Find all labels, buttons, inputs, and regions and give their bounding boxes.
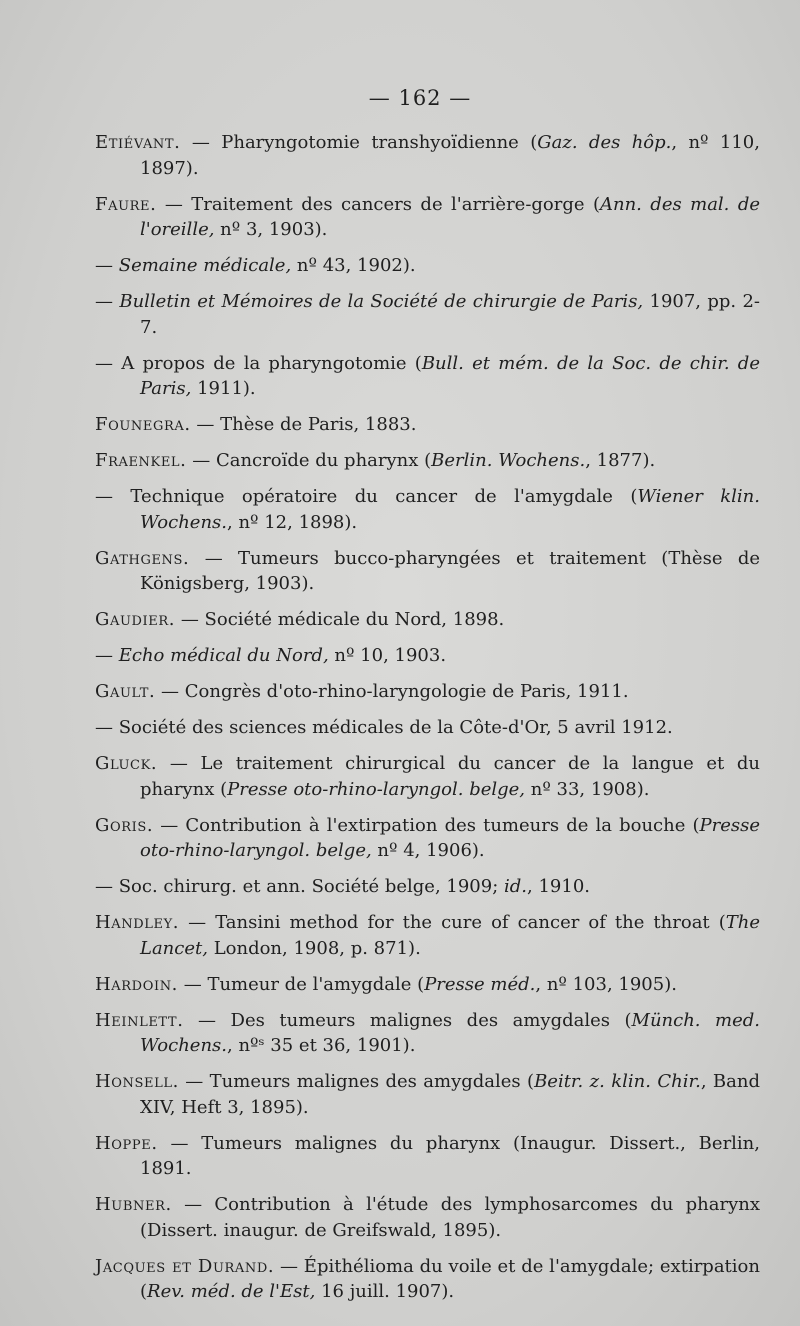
entry-text: — bbox=[95, 645, 119, 666]
entry-author: Gaudier. bbox=[95, 609, 176, 630]
entry-text: — Thèse de Paris, 1883. bbox=[190, 414, 417, 435]
bibliography-entry bbox=[95, 643, 760, 669]
entry-text: 1911). bbox=[191, 378, 256, 399]
bibliography-entry bbox=[95, 289, 760, 340]
entry-source-title: Semaine médicale, bbox=[118, 255, 292, 276]
entry-source-title: Rev. méd. de l'Est, bbox=[147, 1281, 316, 1302]
entry-source-title: Wiener klin. Wochens. bbox=[140, 486, 760, 533]
bibliography-entry bbox=[95, 448, 760, 474]
entry-source-title: Münch. med. Wochens. bbox=[140, 1009, 760, 1056]
entry-author: Hardoin. bbox=[95, 973, 178, 995]
entry-text: , 1877). bbox=[585, 450, 656, 471]
bibliography-entry bbox=[95, 192, 760, 243]
bibliography-entry bbox=[95, 1069, 760, 1120]
bibliography-entry bbox=[95, 1008, 760, 1059]
entry-text: — Traitement des cancers de l'arrière-gorge ( bbox=[156, 193, 600, 215]
bibliography-entry bbox=[95, 972, 760, 998]
entry-source-title: Presse méd. bbox=[424, 973, 536, 995]
bibliography-entry bbox=[95, 751, 760, 802]
bibliography-list bbox=[95, 130, 760, 1315]
entry-text: — Congrès d'oto-rhino-laryngologie de Paris, 1911. bbox=[155, 681, 629, 702]
entry-text: , nºˢ 35 et 36, 1901). bbox=[227, 1035, 416, 1056]
entry-text: — Cancroïde du pharynx ( bbox=[186, 450, 432, 471]
entry-text: — bbox=[95, 255, 119, 276]
bibliography-entry bbox=[95, 874, 760, 900]
entry-author: Founegra. bbox=[95, 414, 191, 435]
entry-source-title: The Lancet, bbox=[140, 912, 760, 959]
entry-text: — Pharyngotomie transhyoïdienne ( bbox=[180, 132, 538, 153]
entry-author: Fraenkel. bbox=[95, 450, 187, 471]
entry-author: Handley. bbox=[95, 912, 180, 933]
entry-author: Gathgens. bbox=[95, 547, 190, 569]
entry-source-title: Bull. et mém. de la Soc. de chir. de Paris, bbox=[140, 352, 760, 399]
entry-text: 16 juill. 1907). bbox=[315, 1281, 455, 1302]
entry-author: Etiévant. bbox=[95, 132, 181, 153]
entry-text: , Band XIV, Heft 3, 1895). bbox=[140, 1071, 760, 1118]
entry-source-title: Gaz. des hôp. bbox=[537, 132, 672, 153]
bibliography-entry bbox=[95, 910, 760, 961]
entry-text: nº 3, 1903). bbox=[214, 219, 328, 240]
entry-text: , nº 110, 1897). bbox=[140, 132, 760, 179]
entry-text: , nº 103, 1905). bbox=[535, 973, 677, 995]
entry-author: Goris. bbox=[95, 814, 154, 836]
entry-source-title: Presse oto-rhino-laryngol. belge, bbox=[227, 778, 526, 800]
bibliography-entry bbox=[95, 351, 760, 402]
entry-text: — A propos de la pharyngotomie ( bbox=[95, 352, 422, 374]
entry-text: — Technique opératoire du cancer de l'amygdale ( bbox=[95, 486, 638, 507]
entry-text: nº 10, 1903. bbox=[328, 645, 447, 666]
bibliography-entry bbox=[95, 412, 760, 438]
entry-author: Honsell. bbox=[95, 1071, 179, 1092]
entry-source-title: Echo médical du Nord, bbox=[118, 645, 329, 666]
entry-text: — Tumeurs malignes du pharynx (Inaugur. Dissert., Berlin, 1891. bbox=[140, 1132, 760, 1179]
entry-source-title: Beitr. z. klin. Chir. bbox=[534, 1071, 701, 1092]
bibliography-entry bbox=[95, 813, 760, 864]
entry-author: Gault. bbox=[95, 681, 156, 702]
entry-text: nº 43, 1902). bbox=[291, 255, 416, 276]
entry-author: Heinlett. bbox=[95, 1009, 184, 1031]
entry-text: 1907, pp. 2-7. bbox=[140, 291, 760, 338]
entry-text: — Des tumeurs malignes des amygdales ( bbox=[183, 1009, 632, 1031]
entry-text: — Contribution à l'étude des lymphosarcomes du pharynx (Dissert. inaugur. de Greifswald, 1895). bbox=[140, 1194, 760, 1241]
entry-text: , nº 12, 1898). bbox=[227, 511, 358, 533]
entry-text: — Contribution à l'extirpation des tumeurs de la bouche ( bbox=[153, 814, 700, 836]
page-number: — 162 — bbox=[368, 86, 472, 110]
entry-author: Hoppe. bbox=[95, 1132, 158, 1154]
entry-text: , 1910. bbox=[527, 876, 590, 897]
entry-text: — Société médicale du Nord, 1898. bbox=[175, 609, 505, 630]
entry-text: nº 4, 1906). bbox=[371, 840, 485, 861]
bibliography-entry bbox=[95, 484, 760, 535]
entry-source-title: Bulletin et Mémoires de la Société de chirurgie de Paris, bbox=[119, 291, 644, 312]
entry-text: — Soc. chirurg. et ann. Société belge, 1909; bbox=[95, 876, 504, 897]
entry-text: — Le traitement chirurgical du cancer de la langue et du pharynx ( bbox=[140, 753, 760, 800]
entry-text: — bbox=[95, 291, 120, 312]
bibliography-entry bbox=[95, 1131, 760, 1182]
entry-text: — Tumeurs malignes des amygdales ( bbox=[178, 1071, 535, 1092]
entry-text: — Société des sciences médicales de la Côte-d'Or, 5 avril 1912. bbox=[95, 717, 673, 738]
bibliography-entry bbox=[95, 1192, 760, 1243]
entry-text: — Tumeur de l'amygdale ( bbox=[178, 973, 425, 995]
entry-author: Hubner. bbox=[95, 1194, 172, 1215]
entry-text: London, 1908, p. 871). bbox=[207, 937, 421, 959]
entry-author: Jacques et Durand. bbox=[95, 1255, 275, 1277]
entry-source-title: Ann. des mal. de l'oreille, bbox=[140, 193, 760, 240]
entry-author: Faure. bbox=[95, 193, 157, 215]
entry-source-title: Berlin. Wochens. bbox=[431, 450, 586, 471]
entry-text: — Tansini method for the cure of cancer of the throat ( bbox=[179, 912, 726, 933]
entry-source-title: Presse oto-rhino-laryngol. belge, bbox=[140, 814, 760, 861]
bibliography-entry bbox=[95, 679, 760, 705]
entry-source-title: id. bbox=[504, 876, 528, 897]
bibliography-entry bbox=[95, 130, 760, 181]
entry-text: nº 33, 1908). bbox=[525, 778, 650, 800]
bibliography-entry bbox=[95, 546, 760, 597]
bibliography-entry bbox=[95, 1254, 760, 1305]
bibliography-entry bbox=[95, 607, 760, 633]
bibliography-entry bbox=[95, 715, 760, 741]
entry-text: — Épithélioma du voile et de l'amygdale; extirpation ( bbox=[140, 1255, 760, 1302]
bibliography-entry bbox=[95, 253, 760, 279]
entry-author: Gluck. bbox=[95, 753, 158, 774]
entry-text: — Tumeurs bucco-pharyngées et traitement (Thèse de Königsberg, 1903). bbox=[140, 547, 760, 594]
